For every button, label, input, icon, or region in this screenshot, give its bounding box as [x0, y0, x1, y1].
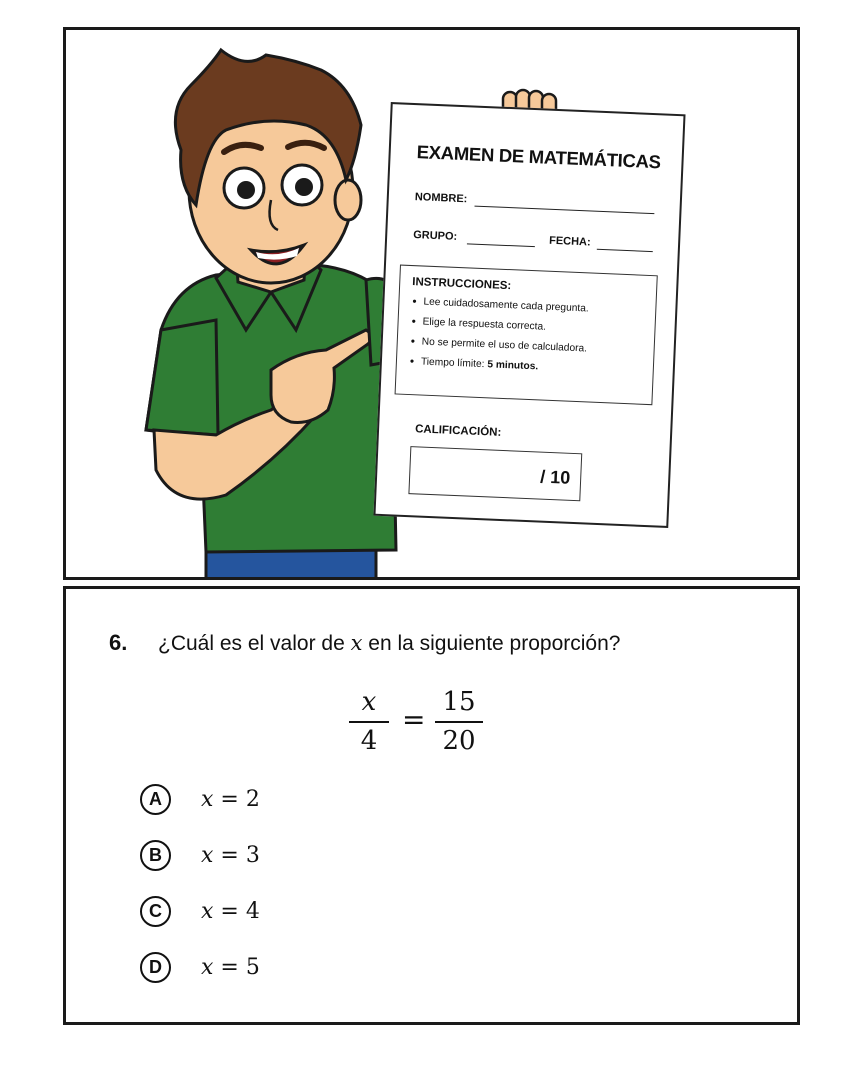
grade-value: / 10: [539, 466, 571, 488]
option-expression: [201, 787, 260, 812]
option-letter-b: B: [140, 840, 171, 871]
right-fraction: [432, 685, 486, 757]
option-b[interactable]: [140, 837, 260, 873]
instructions-box: [395, 265, 658, 406]
left-fraction: [346, 685, 392, 757]
equals-sign: =: [402, 703, 426, 736]
question-variable: x: [350, 631, 363, 655]
option-letter-d: D: [140, 952, 171, 983]
option-variable: x: [201, 842, 214, 868]
name-label: NOMBRE:: [414, 191, 468, 206]
instruction-item: • No se permite el uso de calculadora.: [422, 337, 642, 357]
illustration-panel: [63, 27, 800, 580]
option-a[interactable]: [140, 781, 260, 817]
option-value: = 3: [220, 842, 260, 868]
left-denominator: 4: [360, 726, 378, 756]
question-text: [158, 631, 620, 656]
question-number: 6.: [109, 630, 128, 655]
date-label: FECHA:: [548, 234, 591, 249]
option-variable: x: [201, 898, 214, 924]
instructions-title: INSTRUCCIONES:: [412, 276, 512, 293]
instructions-list: [409, 296, 644, 377]
option-d[interactable]: [140, 949, 260, 985]
option-value: = 4: [220, 898, 260, 924]
left-pupil: [237, 181, 255, 199]
name-line: [474, 206, 654, 215]
question-text-before: ¿Cuál es el valor de: [158, 632, 351, 655]
exam-title: EXAMEN DE MATEMÁTICAS: [416, 141, 662, 173]
option-expression: [201, 955, 260, 980]
instruction-item: • Lee cuidadosamente cada pregunta.: [423, 297, 643, 317]
right-denominator: 20: [442, 726, 476, 756]
proportion-equation: [346, 685, 506, 765]
option-variable: x: [201, 786, 214, 812]
option-expression: [201, 843, 260, 868]
time-limit-value: 5 minutos.: [487, 359, 539, 373]
right-pupil: [295, 178, 313, 196]
grade-box: [408, 446, 582, 501]
right-numerator: 15: [442, 687, 476, 717]
date-line: [597, 249, 653, 252]
instruction-item-time: [421, 356, 641, 376]
group-line: [467, 243, 535, 247]
option-c[interactable]: [140, 893, 260, 929]
ear: [335, 180, 361, 220]
option-value: = 5: [220, 954, 260, 980]
time-limit-label: Tiempo límite:: [420, 356, 488, 371]
instruction-item: • Elige la respuesta correcta.: [422, 317, 642, 337]
group-label: GRUPO:: [412, 229, 458, 243]
left-numerator: x: [361, 687, 377, 717]
option-variable: x: [201, 954, 214, 980]
grade-label: CALIFICACIÓN:: [414, 423, 502, 439]
left-sleeve: [146, 320, 218, 435]
option-letter-a: A: [140, 784, 171, 815]
exam-sheet: [373, 102, 685, 528]
question-panel: [63, 586, 800, 1025]
option-expression: [201, 899, 260, 924]
option-value: = 2: [220, 786, 260, 812]
question-text-after: en la siguiente proporción?: [362, 632, 621, 655]
option-letter-c: C: [140, 896, 171, 927]
